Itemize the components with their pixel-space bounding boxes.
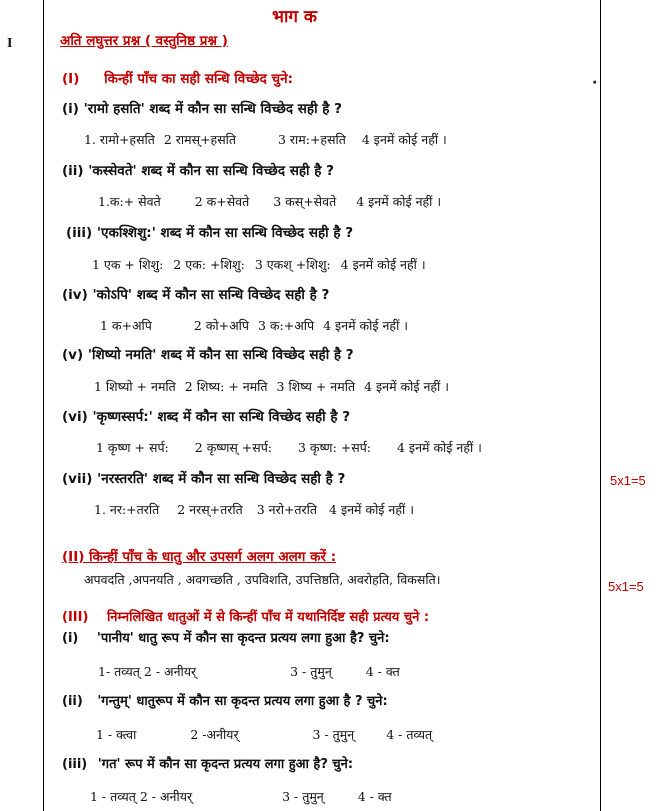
section-3-heading [62, 611, 429, 625]
options-1-1: 1. रामो+हसति 2 रामस्+हसति 3 राम:+हसति 4 इनमें कोई नहीं । [84, 132, 447, 147]
section-2-marks: 5x1=5 [608, 579, 644, 594]
section-3-number: (III) [62, 610, 89, 625]
question-3-3: (iii) 'गत' रूप में कौन सा कृदन्त प्रत्यय लगा हुआ है? चुने: [62, 757, 354, 772]
options-1-2: 1.क:+ सेवते 2 क+सेवते 3 कस्+सेवते 4 इनमें कोई नहीं । [98, 194, 442, 209]
stray-dot: · [592, 75, 598, 91]
options-1-3: 1 एक + शिशु: 2 एक: +शिशु: 3 एकश् +शिशु: 4 इनमें कोई नहीं । [92, 257, 426, 272]
options-3-3: 1 - तव्यत् 2 - अनीयर् 3 - तुमुन् 4 - क्त [90, 789, 392, 804]
section-2-heading: (II) किन्हीं पाँच के धातु और उपसर्ग अलग अलग करें : [62, 549, 337, 565]
question-1-4: (iv) 'कोऽपि' शब्द में कौन सा सन्धि विच्छेद सही है ? [62, 287, 330, 303]
options-3-2: 1 - क्त्वा 2 -अनीयर् 3 - तुमुन् 4 - तव्यत् [96, 727, 433, 742]
options-3-1: 1- तव्यत् 2 - अनीयर् 3 - तुमुन् 4 - क्त [98, 664, 400, 679]
section-1-number: (I) [62, 71, 80, 87]
section-1-heading [62, 72, 293, 87]
section-1-text: किन्हीं पाँच का सही सन्धि विच्छेद चुने: [104, 71, 293, 87]
page-title: भाग क [272, 7, 317, 27]
options-1-4: 1 क+अपि 2 को+अपि 3 क:+अपि 4 इनमें कोई नहीं । [100, 318, 409, 333]
question-1-2: (ii) 'कस्सेवते' शब्द में कौन सा सन्धि विच्छेद सही है ? [62, 163, 334, 179]
question-1-6: (vi) 'कृष्णस्सर्प:' शब्द में कौन सा सन्धि विच्छेद सही है ? [62, 409, 351, 425]
question-3-1: (i) 'पानीय' धातु रूप में कौन सा कृदन्त प्रत्यय लगा हुआ है? चुने: [62, 631, 390, 646]
question-3-2: (ii) 'गन्तुम्' धातुरूप में कौन सा कृदन्त प्रत्यय लगा हुआ है ? चुने: [62, 694, 388, 709]
side-roman-numeral: I [7, 36, 13, 51]
question-1-7: (vii) 'नरस्तरति' शब्द में कौन सा सन्धि विच्छेद सही है ? [62, 471, 346, 487]
section-1-marks: 5x1=5 [610, 473, 646, 488]
options-1-7: 1. नर:+तरति 2 नरस्+तरति 3 नरो+तरति 4 इनमें कोई नहीं । [94, 502, 414, 517]
question-1-1: (i) 'रामो हसति' शब्द में कौन सा सन्धि विच्छेद सही है ? [62, 101, 342, 117]
section-3-text: निम्नलिखित धातुओं में से किन्हीं पाँच में यथानिर्दिष्ट सही प्रत्यय चुने : [106, 610, 430, 625]
question-1-3: (iii) 'एकश्शिशु:' शब्द में कौन सा सन्धि विच्छेद सही है ? [66, 225, 354, 241]
section-2-words: अपवदति ,अपनयति , अवगच्छति , उपविशति, उपत्तिष्ठति, अवरोहति, विकसति। [84, 572, 441, 587]
left-margin-line [43, 0, 44, 811]
page-subtitle: अति लघुत्तर प्रश्न ( वस्तुनिष्ठ प्रश्न ) [60, 33, 228, 49]
options-1-5: 1 शिष्यो + नमति 2 शिष्य: + नमति 3 शिष्य + नमति 4 इनमें कोई नहीं । [94, 379, 449, 394]
question-1-5: (v) 'शिष्यो नमति' शब्द में कौन सा सन्धि विच्छेद सही है ? [62, 347, 354, 363]
right-margin-line [600, 0, 601, 811]
options-1-6: 1 कृष्ण + सर्प: 2 कृष्णस् +सर्प: 3 कृष्ण: +सर्प: 4 इनमें कोई नहीं । [96, 440, 482, 455]
